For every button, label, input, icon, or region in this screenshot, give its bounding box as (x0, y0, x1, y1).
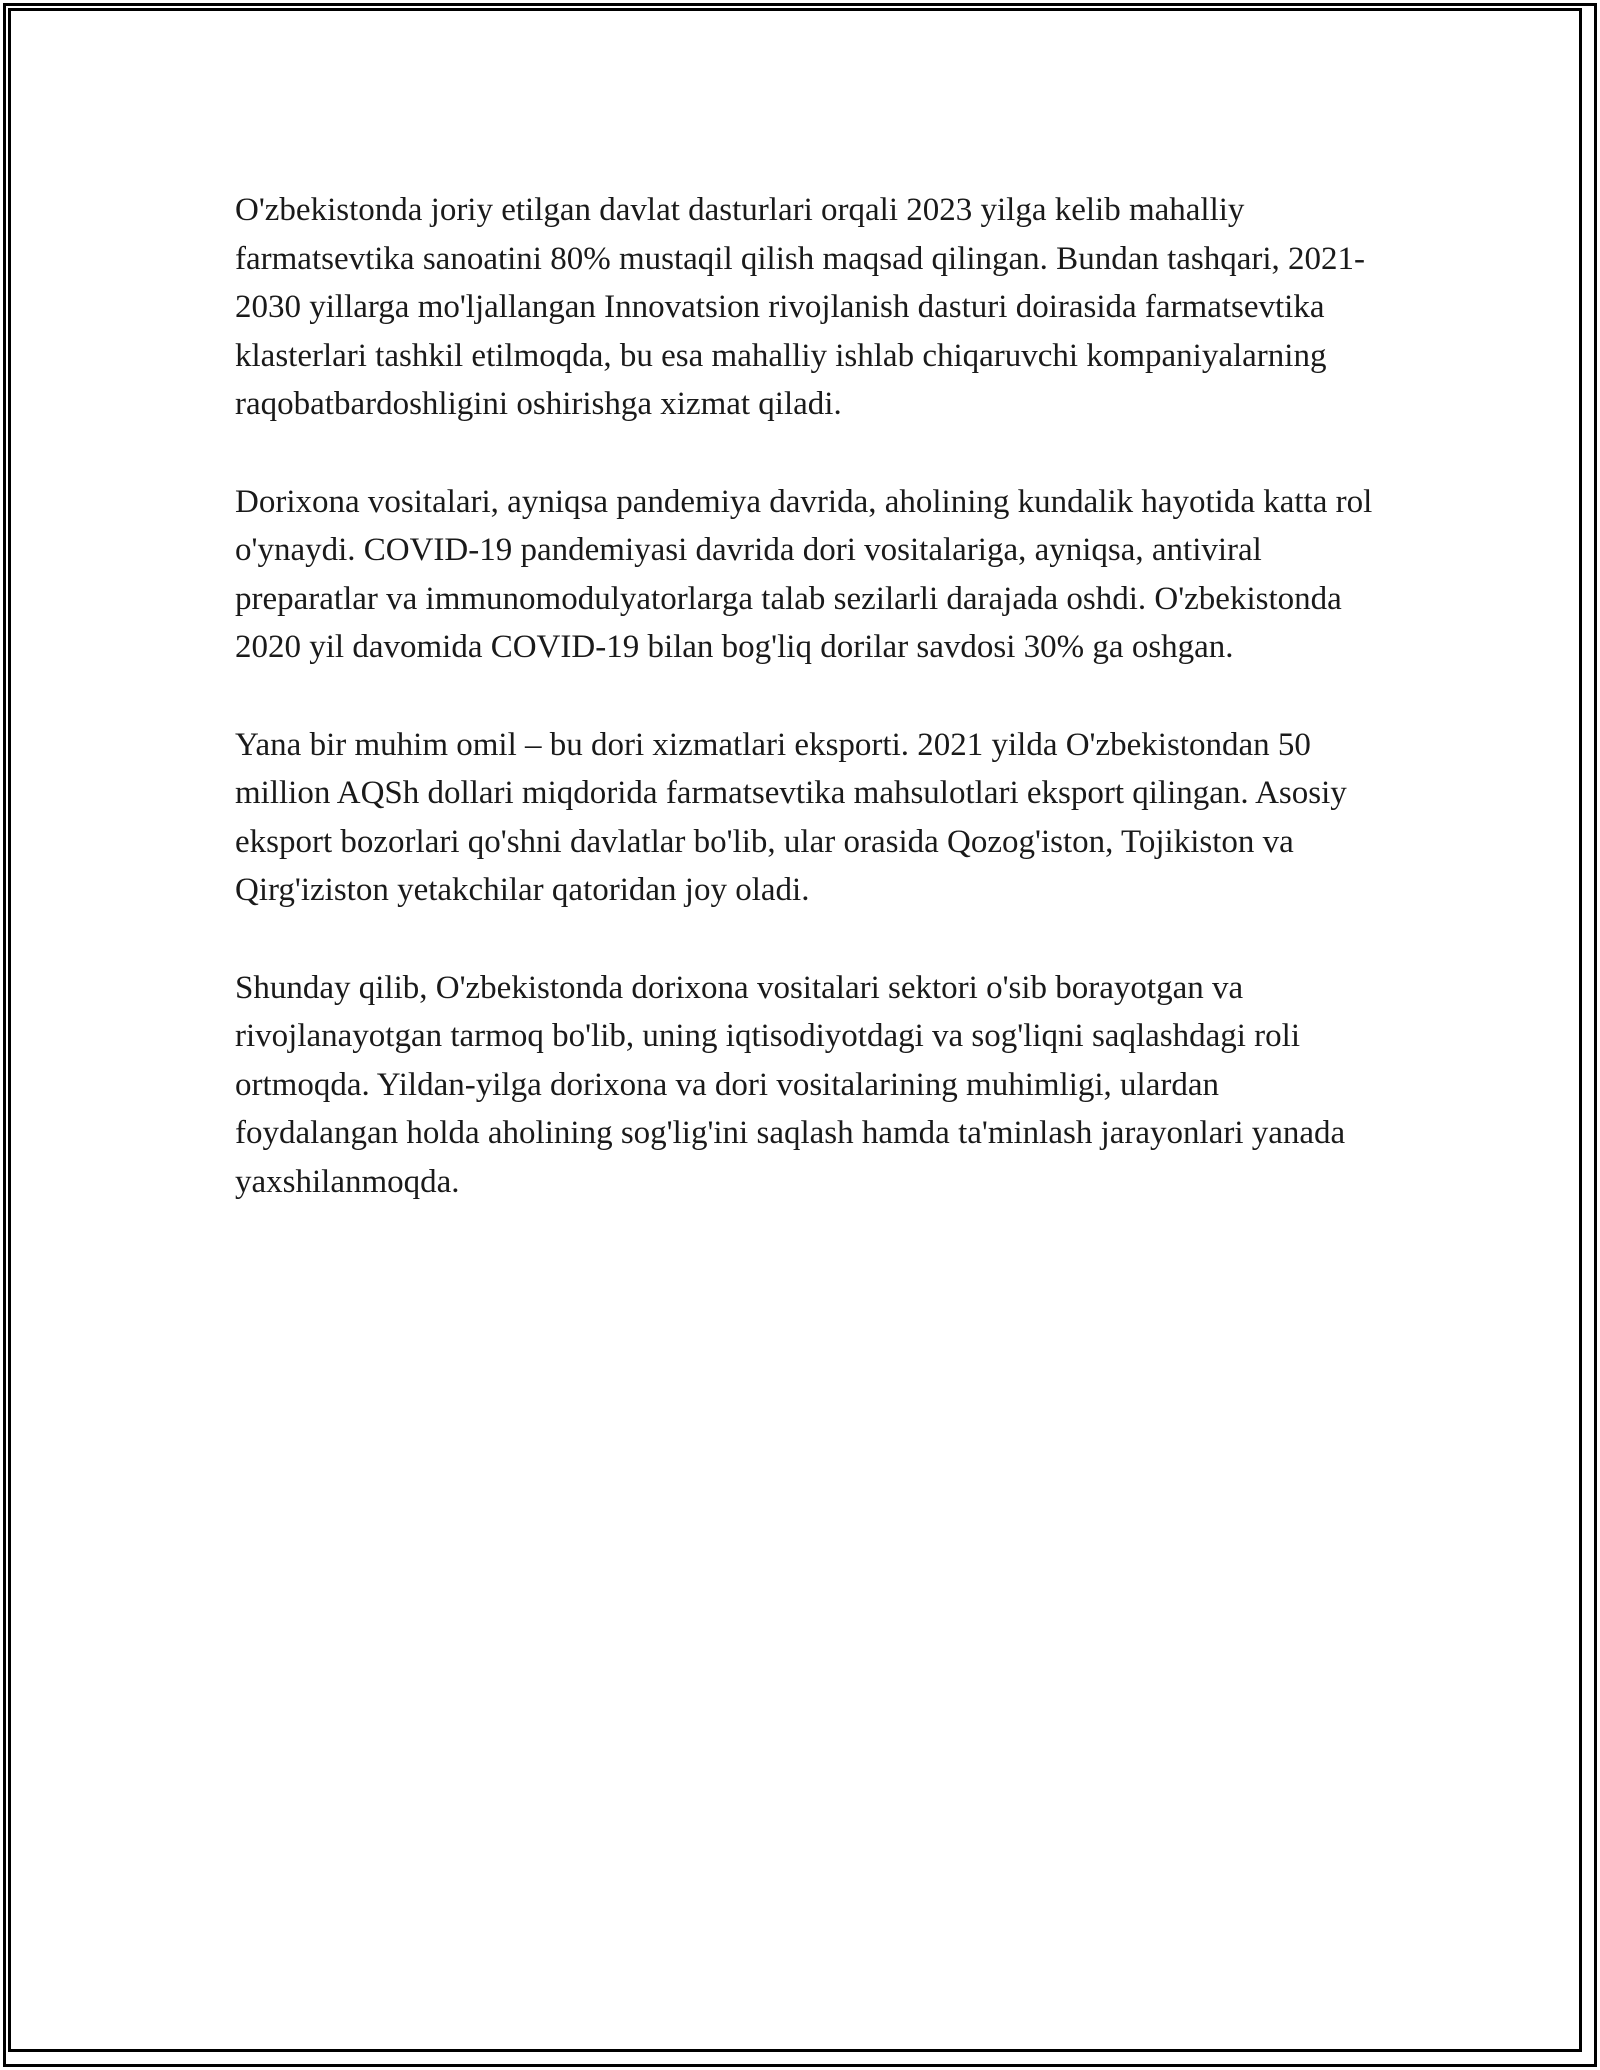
paragraph-1: O'zbekistonda joriy etilgan davlat dasturlari orqali 2023 yilga kelib mahalliy farmatsevtika sanoatini 80% mustaqil qilish maqsad qilingan. Bundan tashqari, 2021-2030 yillarga mo'ljallangan Innovatsion rivojlanish dasturi doirasida farmatsevtika klasterlari tashkil etilmoqda, bu esa mahalliy ishlab chiqaruvchi kompaniyalarning raqobatbardoshligini oshirishga xizmat qiladi. (235, 192, 1366, 423)
document-body (235, 186, 1385, 1206)
paragraph-4: Shunday qilib, O'zbekistonda dorixona vositalari sektori o'sib borayotgan va rivojlanayotgan tarmoq bo'lib, uning iqtisodiyotdagi va sog'liqni saqlashdagi roli ortmoqda. Yildan-yilga dorixona va dori vositalarining muhimligi, ulardan foydalangan holda aholining sog'lig'ini saqlash hamda ta'minlash jarayonlari yanada yaxshilanmoqda. (235, 969, 1346, 1200)
paragraph-3: Yana bir muhim omil – bu dori xizmatlari eksporti. 2021 yilda O'zbekistondan 50 million AQSh dollari miqdorida farmatsevtika mahsulotlari eksport qilingan. Asosiy eksport bozorlari qo'shni davlatlar bo'lib, ular orasida Qozog'iston, Tojikiston va Qirg'iziston yetakchilar qatoridan joy oladi. (235, 726, 1347, 909)
paragraph-2: Dorixona vositalari, ayniqsa pandemiya davrida, aholining kundalik hayotida katta rol o'ynaydi. COVID-19 pandemiyasi davrida dori vositalariga, ayniqsa, antiviral preparatlar va immunomodulyatorlarga talab sezilarli darajada oshdi. O'zbekistonda 2020 yil davomida COVID-19 bilan bog'liq dorilar savdosi 30% ga oshgan. (235, 483, 1373, 666)
